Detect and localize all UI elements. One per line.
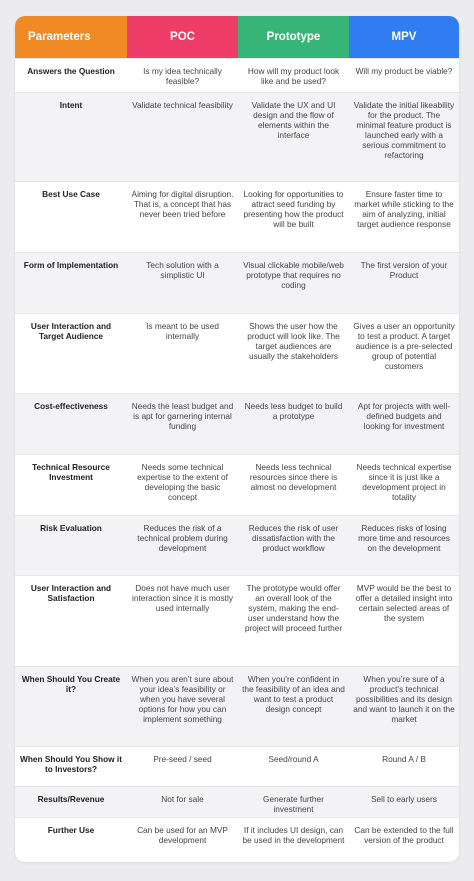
param-cell: Best Use Case [42,189,100,199]
poc-cell: Reduces the risk of a technical problem during development [137,523,228,553]
poc-cell: Validate technical feasibility [132,100,233,110]
prototype-cell: When you’re confident in the feasibility of an idea and want to test a product design concept [242,674,345,714]
param-cell: Technical Resource Investment [32,462,110,482]
poc-cell: Needs the least budget and is apt for garnering internal funding [131,401,234,431]
mvp-cell: MVP would be the best to offer a detailed insight into certain selected areas of the system [355,583,453,623]
param-cell: User Interaction and Target Audience [30,321,112,341]
header-prototype: Prototype [238,16,349,58]
prototype-cell: The prototype would offer an overall look of the system, making the end-user understand how the project will proceed further [244,583,343,633]
table-row [15,786,459,817]
prototype-cell: Reduces the risk of user dissatisfaction with the product workflow [248,523,339,553]
poc-cell: Can be used for an MVP development [137,825,228,845]
poc-cell: Pre-seed / seed [153,754,212,764]
table-row [15,58,459,92]
param-cell: Intent [59,100,83,110]
param-cell: Risk Evaluation [40,523,102,533]
prototype-cell: Visual clickable mobile/web prototype that requires no coding [243,260,344,290]
param-cell: When Should You Create it? [21,674,121,694]
mvp-cell: Needs technical expertise since it is just like a development project in totality [356,462,452,502]
poc-cell: Tech solution with a simplistic UI [146,260,219,280]
param-cell: Further Use [47,825,95,835]
param-cell: When Should You Show it to Investors? [19,754,122,774]
mvp-cell: Will my product be viable? [355,66,453,76]
table-row [15,393,459,454]
poc-cell: When you aren’t sure about your idea’s feasibility or when you have several options for how you can implement something [131,674,234,724]
mvp-cell: Round A / B [382,754,426,764]
header-mvp: MPV [349,16,459,58]
header-parameters: Parameters [15,16,127,58]
table-header [15,16,459,58]
poc-cell: Aiming for digital disruption. That is, a concept that has never been tried before [131,189,234,219]
mvp-cell: Validate the initial likeability for the product. The minimal feature product is launched early with a serious commitment to refactoring [353,100,455,160]
mvp-cell: Reduces risks of losing more time and resources on the development [358,523,450,553]
header-poc: POC [127,16,238,58]
mvp-cell: Ensure faster time to market while sticking to the aim of analyzing, initial target audience response [354,189,454,229]
table-row [15,746,459,786]
prototype-cell: Needs less technical resources since there is almost no development [249,462,338,492]
prototype-cell: Validate the UX and UI design and the flow of elements within the interface [251,100,336,140]
prototype-cell: Shows the user how the product will look like. The target audiences are usually the stakeholders [247,321,340,361]
table-row [15,313,459,393]
table-row [15,252,459,313]
poc-cell: Is meant to be used internally [146,321,219,341]
prototype-cell: Generate further investment [263,794,324,814]
table-row [15,454,459,515]
poc-cell: Not for sale [161,794,204,804]
poc-cell: Does not have much user interaction since it is mostly used internally [132,583,233,613]
table-row [15,817,459,862]
prototype-cell: How will my product look like and be used? [247,66,340,86]
mvp-cell: The first version of your Product [360,260,448,280]
param-cell: Cost-effectiveness [34,401,108,411]
prototype-cell: Seed/round A [268,754,319,764]
table-row [15,575,459,666]
prototype-cell: Needs less budget to build a prototype [244,401,343,421]
table-row [15,515,459,575]
param-cell: Form of Implementation [23,260,119,270]
table-row [15,181,459,252]
mvp-cell: Apt for projects with well-defined budgets and looking for investment [357,401,451,431]
poc-cell: Is my idea technically feasible? [143,66,222,86]
mvp-cell: Can be extended to the full version of the product [354,825,454,845]
mvp-cell: Gives a user an opportunity to test a product. A target audience is a pre-selected group of potential customers [353,321,455,371]
table-row [15,92,459,181]
prototype-cell: Looking for opportunities to attract seed funding by presenting how the product will be built [243,189,344,229]
mvp-cell: When you’re sure of a product’s technical possibilities and its design and want to launch it on the market [353,674,455,724]
table-row [15,666,459,746]
comparison-table [15,16,459,862]
param-cell: User Interaction and Satisfaction [30,583,112,603]
prototype-cell: If it includes UI design, can be used in the development [242,825,345,845]
mvp-cell: Sell to early users [371,794,437,804]
param-cell: Answers the Question [27,66,115,76]
poc-cell: Needs some technical expertise to the extent of developing the basic concept [137,462,228,502]
param-cell: Results/Revenue [37,794,105,804]
table-body [15,58,459,862]
